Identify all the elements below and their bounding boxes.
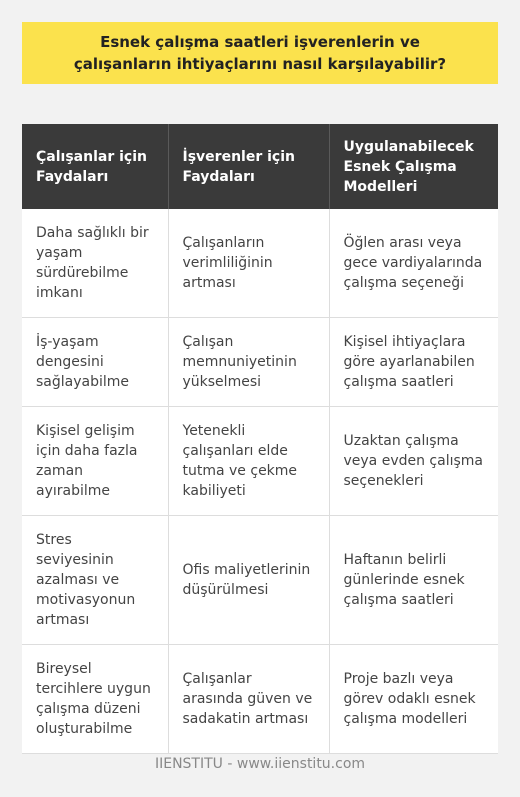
table-cell: Bireysel tercihlere uygun çalışma düzeni oluşturabilme <box>22 645 168 754</box>
footer-credit: IIENSTITU - www.iienstitu.com <box>154 756 366 772</box>
header-employee-benefits: Çalışanlar için Faydaları <box>22 124 168 209</box>
table-row <box>22 209 498 318</box>
table-cell: Stres seviyesinin azalması ve motivasyonun artması <box>22 516 168 645</box>
table-cell: Çalışanlar arasında güven ve sadakatin artması <box>168 645 329 754</box>
table-cell: Proje bazlı veya görev odaklı esnek çalışma modelleri <box>329 645 498 754</box>
table-cell: Kişisel ihtiyaçlara göre ayarlanabilen çalışma saatleri <box>329 318 498 407</box>
title-banner <box>22 22 498 84</box>
table-cell: Kişisel gelişim için daha fazla zaman ayırabilme <box>22 407 168 516</box>
table-cell: Yetenekli çalışanları elde tutma ve çekme kabiliyeti <box>168 407 329 516</box>
table-cell: Çalışan memnuniyetinin yükselmesi <box>168 318 329 407</box>
header-employer-benefits: İşverenler için Faydaları <box>168 124 329 209</box>
header-flexible-models: Uygulanabilecek Esnek Çalışma Modelleri <box>329 124 498 209</box>
table-row <box>22 645 498 754</box>
table-cell: İş-yaşam dengesini sağlayabilme <box>22 318 168 407</box>
table-cell: Çalışanların verimliliğinin artması <box>168 209 329 318</box>
comparison-table <box>22 124 498 754</box>
table-cell: Öğlen arası veya gece vardiyalarında çalışma seçeneği <box>329 209 498 318</box>
page-title: Esnek çalışma saatleri işverenlerin ve çalışanların ihtiyaçlarını nasıl karşılayabilir? <box>73 33 447 73</box>
table-row <box>22 407 498 516</box>
table-cell: Haftanın belirli günlerinde esnek çalışma saatleri <box>329 516 498 645</box>
table-cell: Uzaktan çalışma veya evden çalışma seçenekleri <box>329 407 498 516</box>
table-cell: Daha sağlıklı bir yaşam sürdürebilme imkanı <box>22 209 168 318</box>
table-header-row <box>22 124 498 209</box>
table-cell: Ofis maliyetlerinin düşürülmesi <box>168 516 329 645</box>
table-row <box>22 318 498 407</box>
table-row <box>22 516 498 645</box>
